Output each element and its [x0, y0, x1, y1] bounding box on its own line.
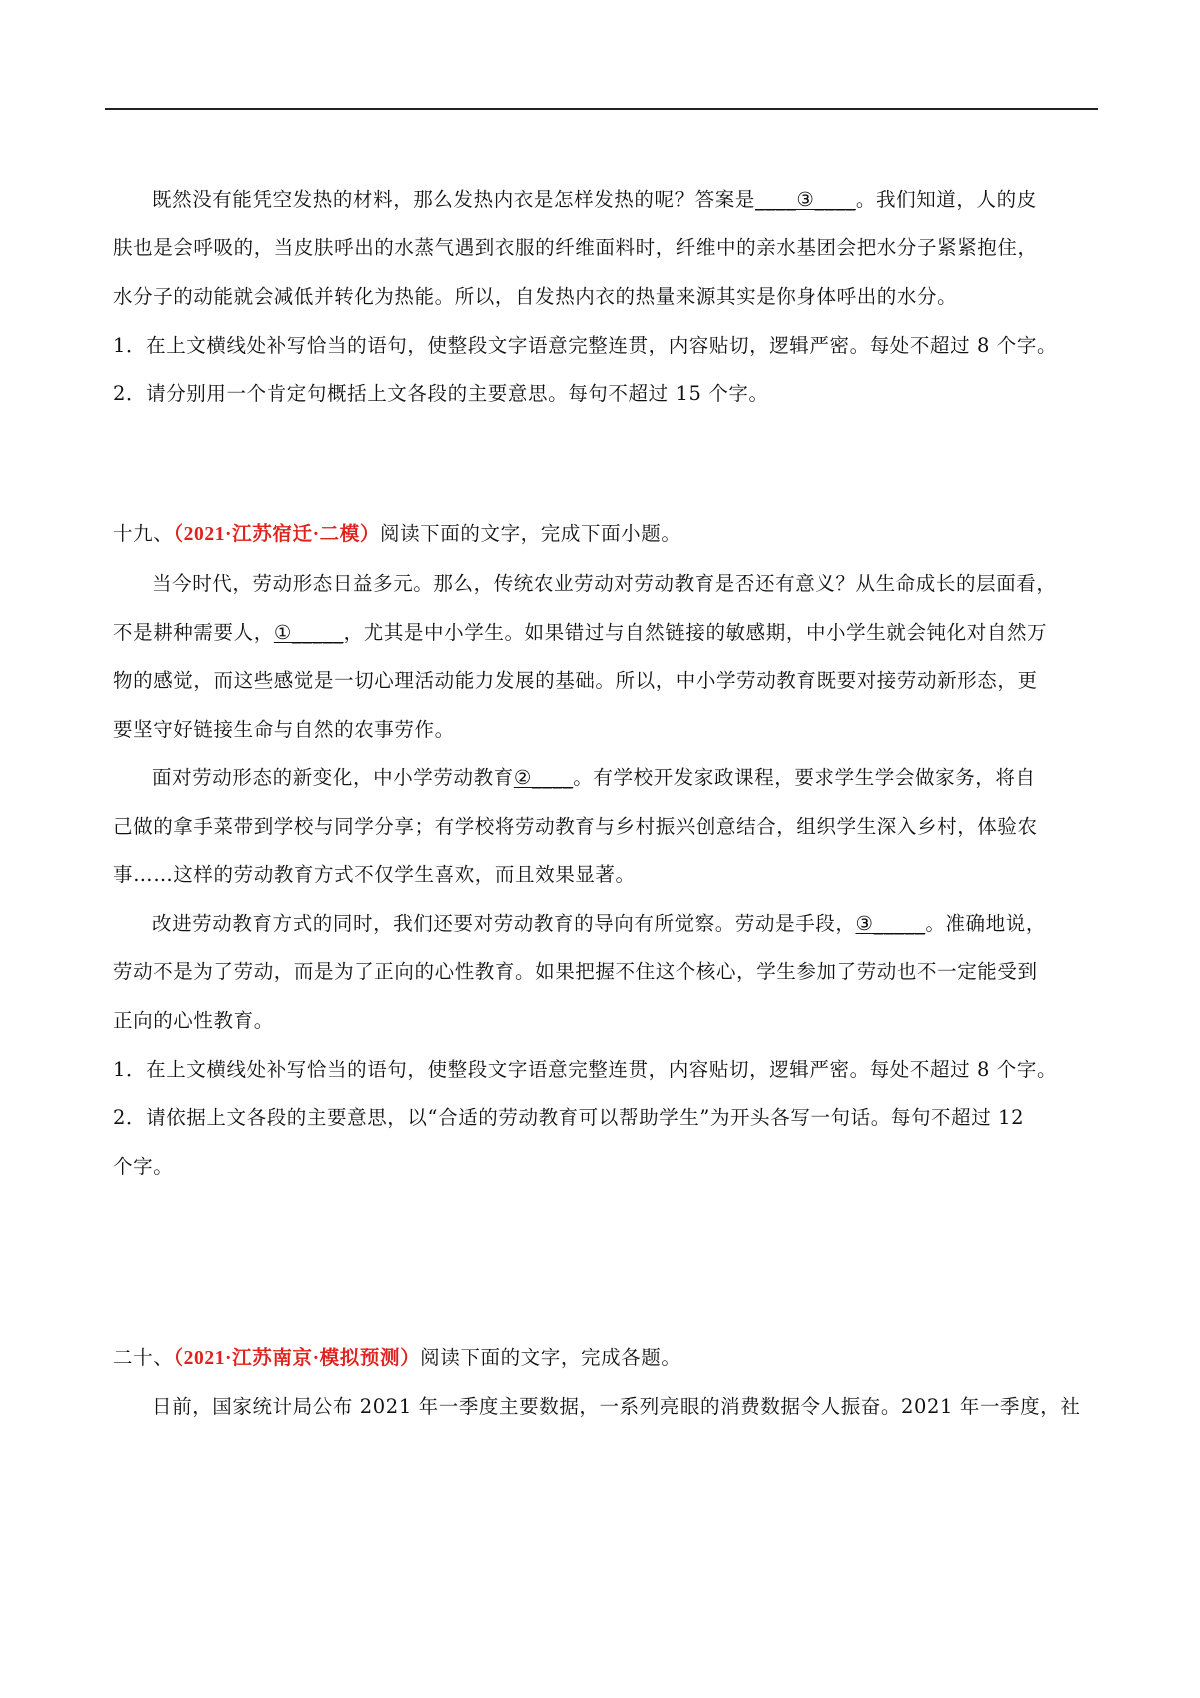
text-segment: 。我们知道，人的皮 [855, 188, 1037, 211]
s19-p2-line-3: 事……这样的劳动教育方式不仅学生喜欢，而且效果显著。 [113, 863, 636, 886]
section-number: 二十、 [113, 1346, 174, 1369]
section-number: 十九、 [113, 522, 174, 545]
s20-p1-line-1: 日前，国家统计局公布 2021 年一季度主要数据，一系列亮眼的消费数据令人振奋。2021 年一季度，社 [152, 1395, 1081, 1418]
top-para-line-3: 水分子的动能就会减低并转化为热能。所以，自发热内衣的热量来源其实是你身体呼出的水分。 [113, 285, 958, 308]
top-question-2: 2．请分别用一个肯定句概括上文各段的主要意思。每句不超过 15 个字。 [113, 382, 769, 405]
s19-p1-line-1: 当今时代，劳动形态日益多元。那么，传统农业劳动对劳动教育是否还有意义？从生命成长的层面看， [152, 572, 1057, 595]
source-tag: （2021·江苏南京·模拟预测） [173, 1348, 421, 1369]
text-segment: 改进劳动教育方式的同时，我们还要对劳动教育的导向有所觉察。劳动是手段， [152, 912, 856, 935]
s19-p3-line-3: 正向的心性教育。 [113, 1009, 274, 1032]
s19-p2-line-2: 己做的拿手菜带到学校与同学分享；有学校将劳动教育与乡村振兴创意结合，组织学生深入乡村，体验农 [113, 815, 1038, 838]
section-instruction: 阅读下面的文字，完成下面小题。 [379, 522, 682, 545]
s19-question-2: 2．请依据上文各段的主要意思，以“合适的劳动教育可以帮助学生”为开头各写一句话。每句不超过 12 [113, 1106, 1025, 1129]
text-segment: ，尤其是中小学生。如果错过与自然链接的敏感期，中小学生就会钝化对自然万 [343, 621, 1048, 644]
s19-question-2-cont: 个字。 [113, 1155, 174, 1178]
top-question-1: 1．在上文横线处补写恰当的语句，使整段文字语意完整连贯，内容贴切，逻辑严密。每处不超过 8 个字。 [113, 334, 1058, 357]
text-segment: 不是耕种需要人， [113, 621, 274, 644]
answer-blank-2[interactable]: ②____ [513, 766, 574, 789]
section-instruction: 阅读下面的文字，完成各题。 [420, 1346, 682, 1369]
section-20-heading [113, 1344, 1103, 1373]
s19-p2-line-1 [152, 764, 1142, 792]
s19-question-1: 1．在上文横线处补写恰当的语句，使整段文字语意完整连贯，内容贴切，逻辑严密。每处不超过 8 个字。 [113, 1058, 1058, 1081]
s19-p1-line-4: 要坚守好链接生命与自然的农事劳作。 [113, 718, 455, 741]
answer-blank-3[interactable]: ____③____ [755, 188, 856, 211]
section-19-heading [113, 520, 1103, 549]
header-rule [105, 108, 1098, 110]
source-tag: （2021·江苏宿迁·二模） [173, 524, 380, 545]
s19-p3-line-1 [152, 910, 1142, 938]
text-segment: 。有学校开发家政课程，要求学生学会做家务，将自 [573, 766, 1036, 789]
s19-p3-line-2: 劳动不是为了劳动，而是为了正向的心性教育。如果把握不住这个核心，学生参加了劳动也不一定能受到 [113, 960, 1038, 983]
top-para-line-1 [152, 186, 1142, 214]
s19-p1-line-3: 物的感觉，而这些感觉是一切心理活动能力发展的基础。所以，中小学劳动教育既要对接劳动新形态，更 [113, 669, 1038, 692]
answer-blank-1[interactable]: ①_____ [273, 621, 344, 644]
answer-blank-3[interactable]: ③_____ [855, 912, 926, 935]
text-segment: 既然没有能凭空发热的材料，那么发热内衣是怎样发热的呢？答案是 [152, 188, 756, 211]
top-para-line-2: 肤也是会呼吸的，当皮肤呼出的水蒸气遇到衣服的纤维面料时，纤维中的亲水基团会把水分子紧紧抱住， [113, 236, 1038, 259]
s19-p1-line-2 [113, 619, 1103, 647]
text-segment: 。准确地说， [925, 912, 1046, 935]
text-segment: 面对劳动形态的新变化，中小学劳动教育 [152, 766, 514, 789]
